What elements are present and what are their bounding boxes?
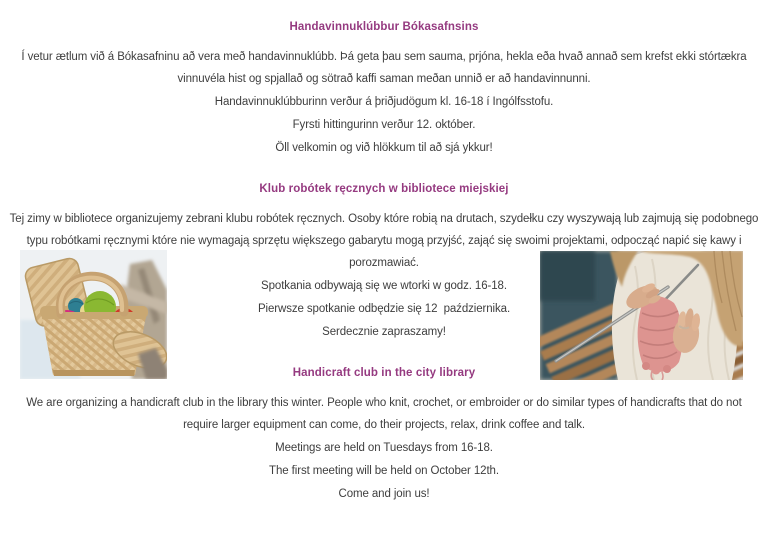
- english-first-meeting-line: The first meeting will be held on October 12th.: [269, 465, 499, 477]
- icelandic-intro-paragraph: Í vetur ætlum við á Bókasafninu að vera með handavinnuklúbb. Þá geta þau sem sauma, prjóna, hekla eða hvað annað sem krefst ekki stórtækra vinnuvéla hist og spjallað og sötrað kaffi saman meðan unnið er að handavinnunni.: [21, 51, 750, 85]
- polish-schedule-line: Spotkania odbywają się we wtorki w godz. 16-18.: [261, 280, 507, 292]
- knitting-photo: [540, 251, 743, 380]
- section-heading-icelandic: Handavinnuklúbbur Bókasafnsins: [289, 21, 479, 33]
- section-icelandic: [8, 20, 760, 159]
- section-heading-english: Handicraft club in the city library: [292, 367, 476, 379]
- section-english: [8, 366, 760, 505]
- polish-first-meeting-line: Pierwsze spotkanie odbędzie się 12 października.: [257, 303, 511, 315]
- english-intro-paragraph: We are organizing a handicraft club in the library this winter. People who knit, crochet, or embroider or do similar types of handicrafts that do not require larger equipment can come, do their projects, relax, drink coffee and talk.: [26, 397, 745, 431]
- icelandic-first-meeting-line: Fyrsti hittingurinn verður 12. október.: [292, 119, 476, 131]
- polish-intro-paragraph: Tej zimy w bibliotece organizujemy zebrani klubu robótek ręcznych. Osoby które robią na drutach, szydełku czy wyszywają lub zajmują się podobnego typu robótkami ręcznymi które nie wymagają sprzętu większego gabarytu mogą przyjść, zająć się swoimi projektami, odpocząć napić się kawy i porozmawiać.: [9, 213, 762, 269]
- icelandic-schedule-line: Handavinnuklúbburinn verður á þriðjudögum kl. 16-18 í Ingólfsstofu.: [214, 96, 554, 108]
- polish-welcome-line: Serdecznie zapraszamy!: [322, 326, 446, 338]
- icelandic-welcome-line: Öll velkomin og við hlökkum til að sjá ykkur!: [275, 142, 493, 154]
- yarn-basket-photo: [20, 250, 167, 379]
- english-welcome-line: Come and join us!: [338, 488, 430, 500]
- section-heading-polish: Klub robótek ręcznych w bibliotece miejskiej: [259, 183, 509, 195]
- english-schedule-line: Meetings are held on Tuesdays from 16-18.: [275, 442, 493, 454]
